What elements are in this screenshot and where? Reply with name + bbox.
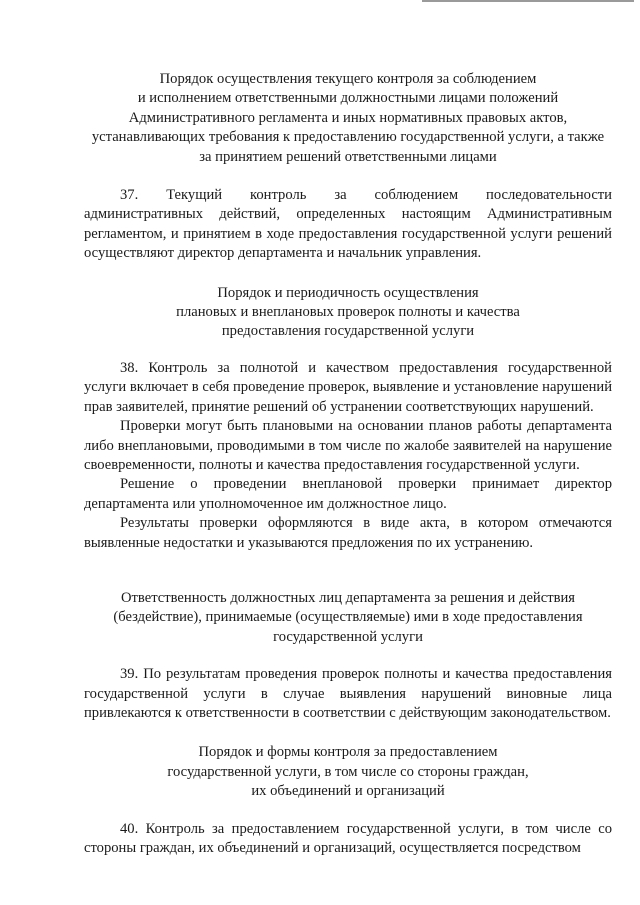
document-page: [84, 70, 612, 858]
paragraph-38-planned-checks: Проверки могут быть плановыми на основании планов работы департамента либо внеплановыми, проводимыми в том числе по жалобе заявителей на нарушение своевременности, полноты и качества предоставления государственной услуги.: [84, 418, 612, 473]
section-heading-responsibility: Ответственность должностных лиц департамента за решения и действия (бездействие), принимаемые (осуществляемые) ими в ходе предоставления государственной услуги: [113, 589, 583, 645]
paragraph-38-unplanned-decision: Решение о проведении внеплановой проверки принимает директор департамента или уполномоченное им должностное лицо.: [84, 476, 612, 512]
section-heading-current-control: Порядок осуществления текущего контроля за соблюдением и исполнением ответственными должностными лицами положений Административного регламента и иных нормативных правовых актов, устанавливающих требования к предоставлению государственной услуги, а также за принятием решений ответственными лицами: [91, 71, 605, 165]
top-edge-line: [422, 0, 634, 2]
section-heading-inspections: Порядок и периодичность осуществления плановых и внеплановых проверок полноты и качества предоставления государственной услуги: [176, 284, 520, 340]
paragraph-37: 37. Текущий контроль за соблюдением последовательности административных действий, определенных настоящим Административным регламентом, и принятием в ходе предоставления государственной услуги решений осуществляют директор департамента и начальник управления.: [84, 187, 612, 262]
paragraph-38-results: Результаты проверки оформляются в виде акта, в котором отмечаются выявленные недостатки и указываются предложения по их устранению.: [84, 515, 612, 551]
paragraph-38: 38. Контроль за полнотой и качеством предоставления государственной услуги включает в себя проведение проверок, выявление и установление нарушений прав заявителей, принятие решений об устранении соответствующих нарушений.: [84, 359, 612, 415]
paragraph-40: 40. Контроль за предоставлением государственной услуги, в том числе со стороны граждан, их объединений и организаций, осуществляется посредством: [84, 820, 612, 856]
section-heading-control-forms: Порядок и формы контроля за предоставлением государственной услуги, в том числе со стороны граждан, их объединений и организаций: [167, 744, 529, 800]
paragraph-39: 39. По результатам проведения проверок полноты и качества предоставления государственной услуги в случае выявления нарушений виновные лица привлекаются к ответственности в соответствии с действующим законодательством.: [84, 666, 612, 721]
